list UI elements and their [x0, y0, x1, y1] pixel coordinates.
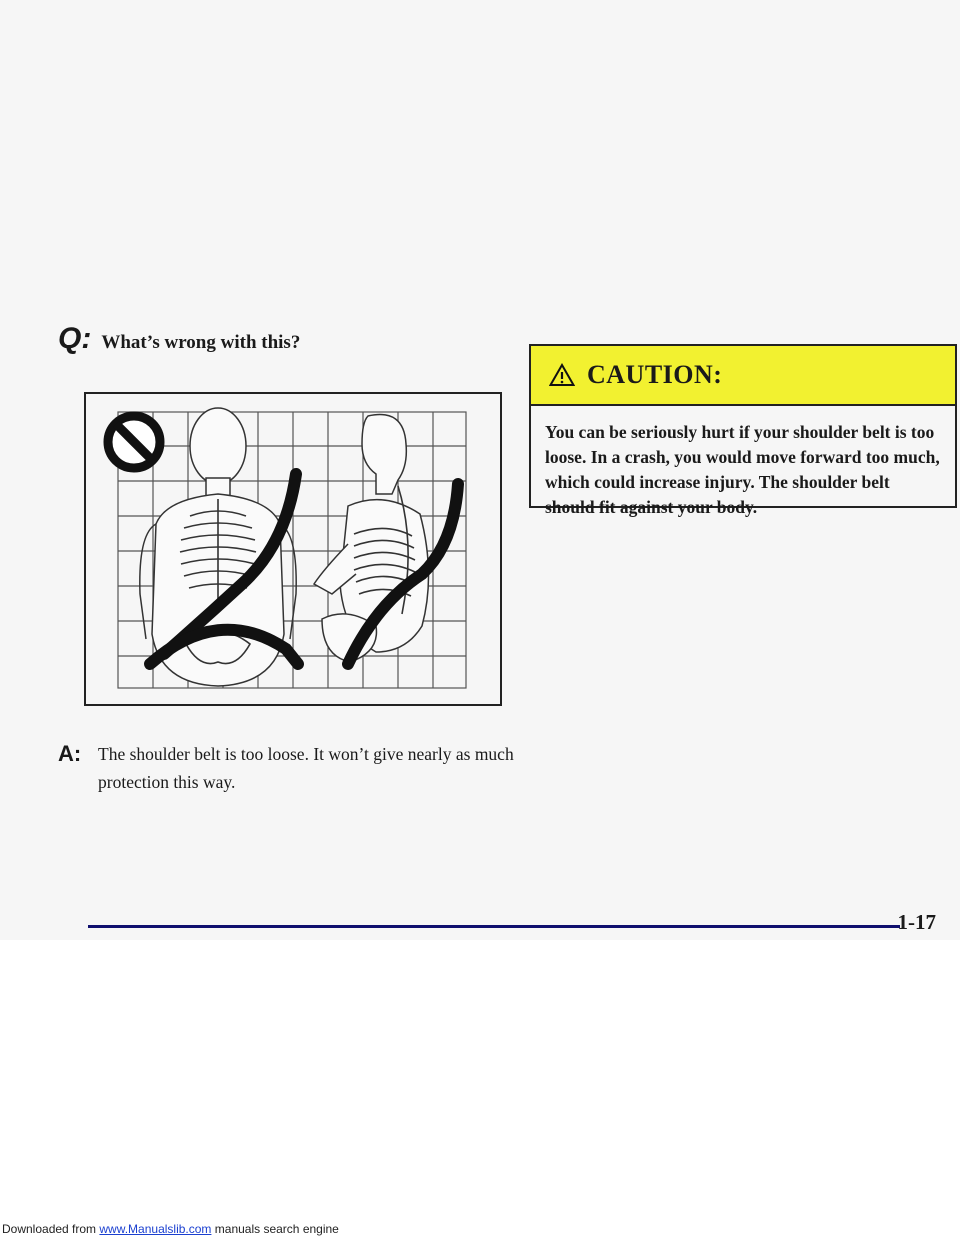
warning-triangle-icon	[549, 363, 575, 387]
footer-suffix: manuals search engine	[211, 1222, 339, 1236]
answer-text: The shoulder belt is too loose. It won’t give nearly as much protection this way.	[98, 744, 514, 792]
question-marker: Q:	[58, 322, 92, 355]
question	[58, 322, 300, 356]
answer-marker: A:	[58, 741, 82, 766]
answer	[58, 740, 528, 796]
page-number: 1-17	[897, 910, 936, 934]
prohibited-sign-icon	[108, 416, 160, 468]
caution-header	[531, 346, 955, 406]
caution-title: CAUTION:	[587, 360, 723, 389]
caution-box	[529, 344, 957, 517]
seat-belt-illustration	[84, 392, 502, 706]
question-text: What’s wrong with this?	[101, 332, 301, 353]
download-footer	[2, 1222, 339, 1236]
caution-text: You can be seriously hurt if your shoulder belt is too loose. In a crash, you would move forward too much, which could increase injury. The shoulder belt should fit against your body.	[545, 422, 940, 517]
footer-rule	[88, 925, 900, 928]
footer-prefix: Downloaded from	[2, 1222, 100, 1236]
manualslib-link[interactable]: www.Manualslib.com	[99, 1222, 212, 1236]
